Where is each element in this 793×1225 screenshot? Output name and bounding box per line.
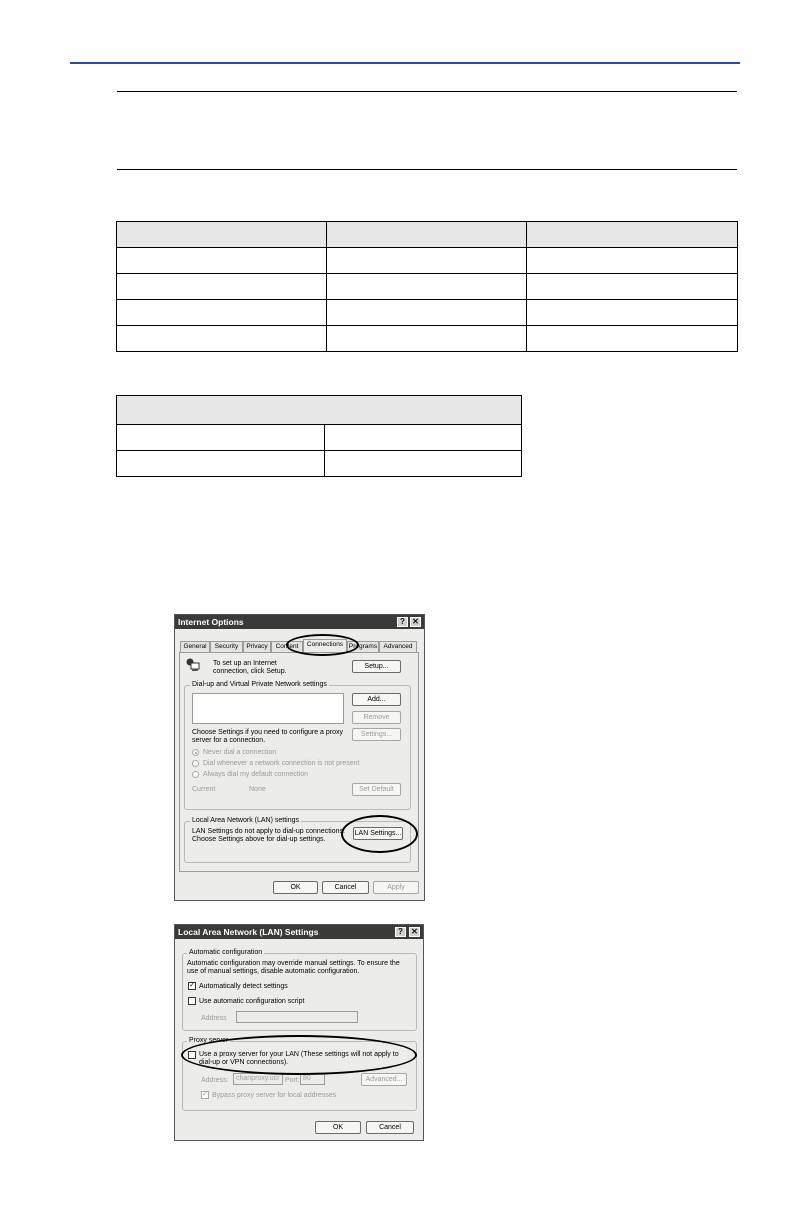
use-proxy-line2: dial-up or VPN connections). xyxy=(199,1059,289,1066)
table-cell xyxy=(527,326,738,352)
auto-config-text-line1: Automatic configuration may override manual settings. To ensure the xyxy=(187,960,400,967)
lan-settings-button[interactable]: LAN Settings... xyxy=(353,827,403,840)
port-field[interactable]: 80 xyxy=(300,1073,325,1085)
table-cell xyxy=(117,425,325,451)
port-label: Port: xyxy=(285,1077,300,1084)
auto-detect-checkbox[interactable]: ✓ xyxy=(189,982,195,989)
current-value: None xyxy=(249,786,266,793)
lan-settings-dialog xyxy=(174,924,424,1141)
table-row xyxy=(117,248,738,274)
settings-help-text: Choose Settings if you need to configure a proxy server for a connection. xyxy=(192,729,343,744)
dialog-title: Local Area Network (LAN) Settings xyxy=(178,927,319,937)
tab-general[interactable]: General xyxy=(180,641,210,652)
tab-security[interactable]: Security xyxy=(210,641,243,652)
table-cell xyxy=(327,248,527,274)
apply-button[interactable]: Apply xyxy=(373,881,419,894)
table-cell xyxy=(527,300,738,326)
set-default-button[interactable]: Set Default xyxy=(352,783,401,796)
cancel-button[interactable]: Cancel xyxy=(366,1121,414,1134)
lan-settings-highlight xyxy=(341,815,418,853)
table-header-cell xyxy=(327,222,527,248)
radio-always-dial[interactable] xyxy=(192,771,199,778)
bypass-proxy-checkbox[interactable]: ✓ xyxy=(202,1091,208,1098)
table-cell xyxy=(117,451,325,477)
table-row xyxy=(117,425,522,451)
table-cell xyxy=(527,274,738,300)
table-header-row xyxy=(117,222,738,248)
tab-content[interactable]: Content xyxy=(271,641,303,652)
table-row xyxy=(117,300,738,326)
internet-options-dialog xyxy=(174,614,425,901)
header-rule xyxy=(70,62,740,64)
table-cell xyxy=(527,248,738,274)
close-icon[interactable]: ✕ xyxy=(409,927,420,937)
help-icon[interactable]: ? xyxy=(395,927,406,937)
auto-script-address-field[interactable] xyxy=(236,1011,358,1023)
table-cell xyxy=(327,326,527,352)
internet-options-titlebar xyxy=(175,615,424,629)
tab-programs[interactable]: Programs xyxy=(348,643,378,650)
table-cell xyxy=(325,451,522,477)
radio-never-dial[interactable] xyxy=(192,749,199,756)
use-proxy-line1: Use a proxy server for your LAN (These settings will not apply to xyxy=(199,1051,399,1058)
close-icon[interactable]: ✕ xyxy=(410,617,421,627)
table-row xyxy=(117,274,738,300)
lan-dialog-titlebar xyxy=(175,925,423,939)
auto-detect-label: Automatically detect settings xyxy=(199,983,288,990)
lan-group-label: Local Area Network (LAN) settings xyxy=(192,817,299,824)
bypass-proxy-label: Bypass proxy server for local addresses xyxy=(212,1092,337,1099)
table-header-row xyxy=(117,396,522,425)
setup-button[interactable]: Setup... xyxy=(352,660,401,673)
address-label: Address xyxy=(201,1015,227,1022)
settings-button[interactable]: Settings... xyxy=(352,728,401,741)
ok-button[interactable]: OK xyxy=(315,1121,361,1134)
remove-button[interactable]: Remove xyxy=(352,711,401,724)
ok-button[interactable]: OK xyxy=(273,881,318,894)
table-cell xyxy=(327,300,527,326)
auto-script-checkbox[interactable] xyxy=(188,997,196,1005)
use-proxy-highlight xyxy=(181,1035,417,1075)
dialup-group-label: Dial-up and Virtual Private Network settings xyxy=(192,681,327,688)
advanced-button[interactable]: Advanced... xyxy=(361,1073,407,1086)
table-cell xyxy=(327,274,527,300)
cancel-button[interactable]: Cancel xyxy=(322,881,369,894)
help-icon[interactable]: ? xyxy=(397,617,408,627)
note-bottom-rule xyxy=(117,169,737,170)
table-header-cell xyxy=(117,222,327,248)
tab-connections[interactable]: Connections xyxy=(303,639,347,653)
table-cell xyxy=(117,300,327,326)
proxy-address-label: Address: xyxy=(201,1077,229,1084)
tab-advanced[interactable]: Advanced xyxy=(379,641,417,652)
tab-privacy[interactable]: Privacy xyxy=(243,641,271,652)
radio-always-dial-label: Always dial my default connection xyxy=(203,771,309,778)
auto-config-group-label: Automatic configuration xyxy=(189,949,263,956)
settings-table xyxy=(116,221,738,352)
radio-never-dial-label: Never dial a connection xyxy=(203,749,277,756)
table-cell xyxy=(325,425,522,451)
radio-dial-when-needed[interactable] xyxy=(192,760,199,767)
dialog-title: Internet Options xyxy=(178,617,244,627)
auto-config-text-line2: use of manual settings, disable automatic configuration. xyxy=(187,968,360,975)
current-label: Current xyxy=(192,786,216,793)
table-row xyxy=(117,451,522,477)
table-cell xyxy=(117,274,327,300)
table-header-cell xyxy=(527,222,738,248)
lan-text-line1: LAN Settings do not apply to dial-up connections. xyxy=(192,828,345,835)
network-setup-icon xyxy=(186,658,200,672)
connections-list[interactable] xyxy=(192,693,344,724)
table-cell xyxy=(117,248,327,274)
proxy-address-field[interactable]: chanproxy.ucr xyxy=(233,1073,283,1085)
radio-dial-when-needed-label: Dial whenever a network connection is not present xyxy=(203,760,360,767)
table-row xyxy=(117,326,738,352)
table-cell xyxy=(117,326,327,352)
table-header-cell xyxy=(117,396,522,425)
note-top-rule xyxy=(117,91,737,92)
connections-tab-highlight xyxy=(286,634,359,656)
setup-text: To set up an Internet connection, click Setup. xyxy=(213,660,287,675)
auto-script-label: Use automatic configuration script xyxy=(199,998,305,1005)
proxy-group-label: Proxy server xyxy=(189,1037,229,1044)
proxy-table xyxy=(116,395,522,477)
add-button[interactable]: Add... xyxy=(352,693,401,706)
lan-text-line2: Choose Settings above for dial-up settings. xyxy=(192,836,326,843)
